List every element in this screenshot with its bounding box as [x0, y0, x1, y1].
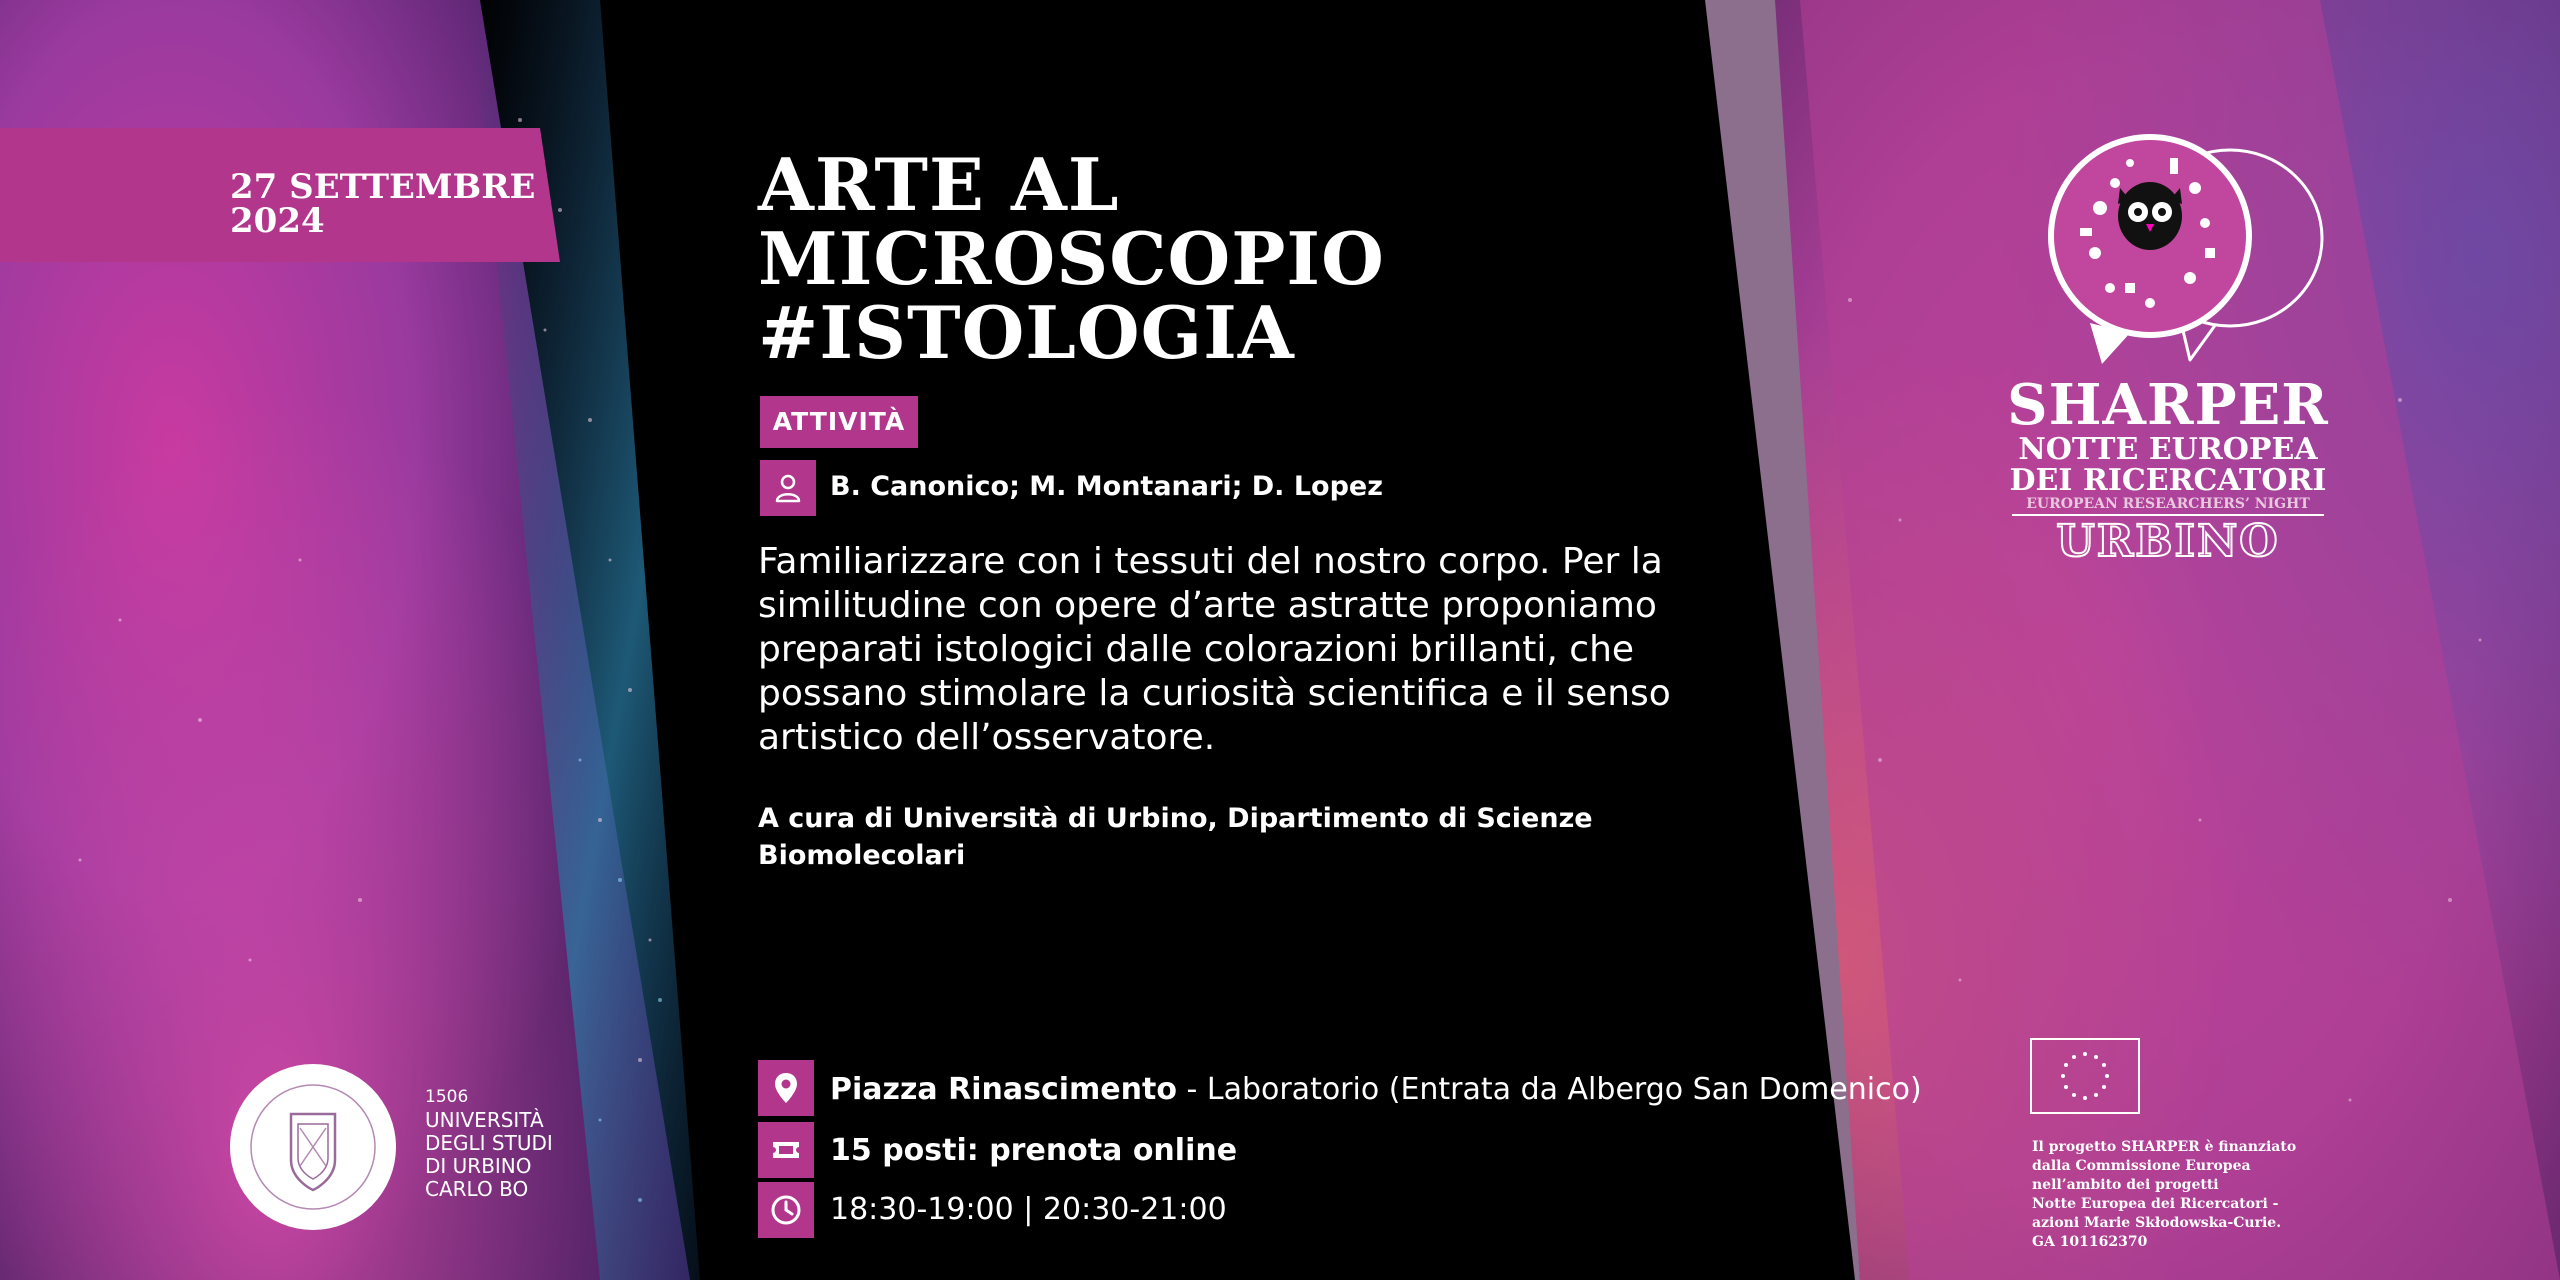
university-name-line-1: UNIVERSITÀ [425, 1108, 544, 1132]
university-name-line-4: CARLO BO [425, 1177, 529, 1201]
location-name: Piazza Rinascimento [830, 1072, 1177, 1107]
event-title [758, 142, 1385, 375]
university-seal-logo [228, 1062, 398, 1232]
seats-line [830, 1131, 1237, 1171]
title-line-1: ARTE AL [758, 142, 1120, 227]
category-badge: ATTIVITÀ [760, 396, 918, 448]
eu-flag-icon [2030, 1038, 2140, 1114]
person-icon [770, 470, 806, 506]
title-line-2: MICROSCOPIO [758, 216, 1385, 301]
times-text: 18:30-19:00 | 20:30-21:00 [830, 1192, 1227, 1227]
location-line [830, 1070, 1922, 1110]
seats-text: 15 posti: prenota online [830, 1133, 1238, 1168]
times-line [830, 1190, 1227, 1230]
location-detail: - Laboratorio (Entrata da Albergo San Domenico) [1176, 1072, 1922, 1107]
funding-line-1: Il progetto SHARPER è finanziato [2032, 1139, 2297, 1155]
person-icon-box [760, 460, 816, 516]
location-icon-box [758, 1060, 814, 1116]
funding-line-6: GA 101162370 [2032, 1234, 2148, 1250]
ticket-icon [768, 1132, 804, 1168]
sharper-owl-logo [2020, 128, 2330, 368]
university-year: 1506 [425, 1087, 469, 1107]
funding-line-3: nell’ambito dei progetti [2032, 1177, 2219, 1193]
sharper-line-1: NOTTE EUROPEA [2018, 432, 2318, 467]
title-line-3: #ISTOLOGIA [758, 290, 1295, 375]
university-name-line-2: DEGLI STUDI [425, 1131, 553, 1155]
sharper-line-2: DEI RICERCATORI [2009, 463, 2327, 498]
event-date-year: 2024 [230, 201, 325, 241]
sharper-wordmark [1998, 372, 2338, 567]
event-date-day: 27 SETTEMBRE [230, 167, 536, 207]
university-name-line-3: DI URBINO [425, 1154, 532, 1178]
funding-line-4: Notte Europea dei Ricercatori - [2032, 1196, 2279, 1212]
sharper-line-3: EUROPEAN RESEARCHERS’ NIGHT [2026, 496, 2310, 512]
location-pin-icon [768, 1070, 804, 1106]
clock-icon-box [758, 1182, 814, 1238]
authors: B. Canonico; M. Montanari; D. Lopez [830, 471, 1383, 502]
sharper-name: SHARPER [2007, 372, 2329, 438]
event-date [230, 167, 536, 241]
funding-line-5: azioni Marie Skłodowska-Curie. [2032, 1215, 2282, 1231]
funding-line-2: dalla Commissione Europea [2032, 1158, 2251, 1174]
funding-note [2032, 1138, 2322, 1252]
clock-icon [768, 1192, 804, 1228]
sharper-city: URBINO [2056, 516, 2280, 567]
event-description: Familiarizzare con i tessuti del nostro corpo. Per la similitudine con opere d’arte astratte proponiamo preparati istologici dalle colorazioni brillanti, che possano stimolare la curiosità scientifica e il senso artistico dell’osservatore. [758, 541, 1671, 758]
curated-by: A cura di Università di Urbino, Dipartimento di Scienze Biomolecolari [758, 803, 1593, 871]
ticket-icon-box [758, 1122, 814, 1178]
university-name [425, 1086, 553, 1201]
